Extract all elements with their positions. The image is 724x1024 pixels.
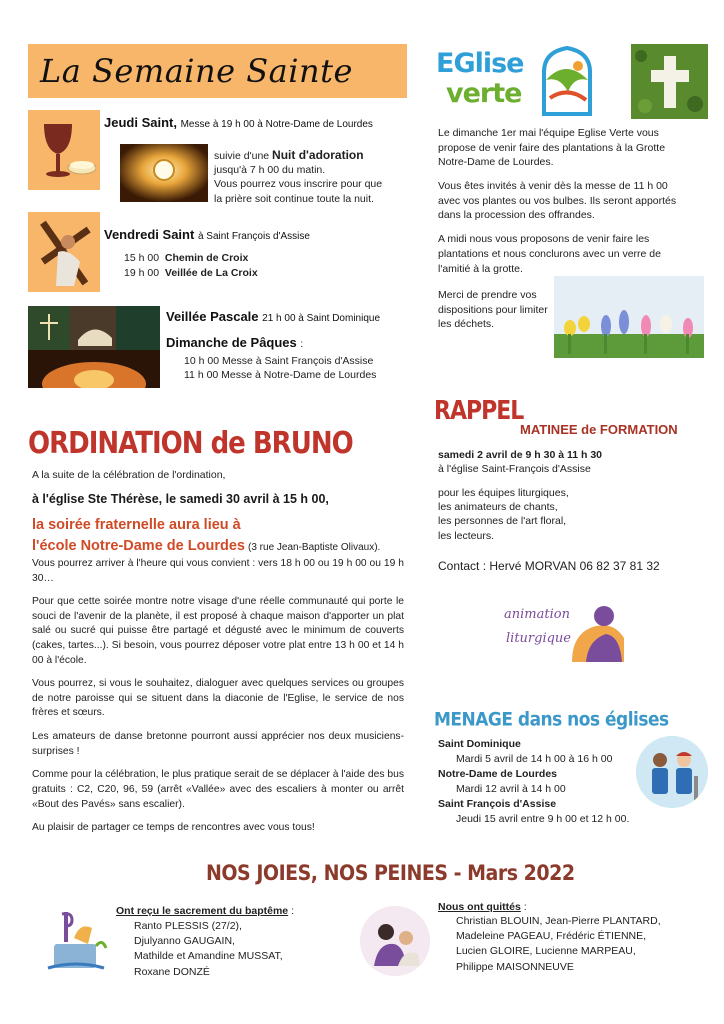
deces-heading: Nous ont quittés: [438, 901, 521, 913]
eglise-verte-text: [438, 126, 684, 276]
vendredi-schedule: [124, 251, 258, 280]
menage-title: MENAGE dans nos églises: [434, 709, 669, 732]
rappel-place: à l'église Saint-François d'Assise: [438, 463, 591, 476]
bapteme-name-4: Roxane DONZÉ: [134, 965, 210, 978]
spring-flowers-image: [554, 276, 704, 358]
jeudi-line1-prefix: suivie d'une: [214, 150, 270, 162]
condolence-image: [360, 906, 430, 976]
veillee-pascale-heading: Veillée Pascale: [166, 309, 259, 324]
animation-liturgique-logo: [500, 600, 632, 666]
eglise-verte-logo-line2: verte: [446, 78, 522, 109]
deces-colon: :: [523, 901, 527, 913]
eglise-verte-p4: Merci de prendre vos dispositions pour limiter les déchets.: [438, 289, 548, 331]
jeudi-line2: jusqu'à 7 h 00 du matin.: [214, 164, 326, 177]
flower-cross-image: [631, 44, 708, 119]
veillee-pascale-line: [166, 308, 380, 326]
cleaning-team-image: [636, 736, 708, 808]
ordination-p6: Au plaisir de partager ce temps de rencontres avec vous tous!: [32, 822, 315, 834]
menage-church-2: Notre-Dame de Lourdes: [438, 767, 558, 780]
menage-church-1: Saint Dominique: [438, 738, 521, 750]
paques-masses: [184, 354, 376, 382]
chalice-host-image: [28, 110, 100, 190]
deces-name-1: Christian BLOUIN, Jean-Pierre PLANTARD,: [456, 915, 661, 927]
soiree-line-2: [32, 537, 380, 557]
soiree-address: (3 rue Jean-Baptiste Olivaux).: [248, 542, 381, 553]
ordination-intro: A la suite de la célébration de l'ordination,: [32, 469, 226, 481]
ordination-title: ORDINATION de BRUNO: [28, 426, 353, 461]
menage-time-1: Mardi 5 avril de 14 h 00 à 16 h 00: [456, 752, 613, 765]
church-bird-icon: [538, 46, 596, 116]
rappel-subtitle: MATINEE de FORMATION: [520, 422, 678, 437]
animation-logo-line1: animation: [504, 607, 570, 622]
soiree-line-1: la soirée fraternelle aura lieu à: [32, 517, 241, 533]
vendredi-saint-detail: à Saint François d'Assise: [197, 231, 310, 242]
chemin-de-croix: Chemin de Croix: [164, 252, 249, 264]
rappel-aud-2: les animateurs de chants,: [438, 501, 558, 514]
singer-icon: [566, 602, 630, 664]
rappel-contact: Contact : Hervé MORVAN 06 82 37 81 32: [438, 559, 660, 573]
rappel-when: [438, 448, 602, 476]
vendredi-time-1: 15 h 00: [124, 252, 160, 264]
veillee-pascale-detail: 21 h 00 à Saint Dominique: [262, 313, 381, 324]
eglise-verte-p2: Vous êtes invités à venir dès la messe de 11 h 00 avec vos plantes ou vos bulbes. Ils seront apportés dans la procession des offrandes.: [438, 180, 677, 222]
ordination-p5: Comme pour la célébration, le plus pratique serait de se déplacer à l'aide des bus gratuits : C2, C20, 96, 59 (arrêt «Vallée» avec des escaliers à monter ou arrêt «Bout des Pavés» sans escalier).: [32, 769, 404, 810]
easter-collage-image: [28, 306, 160, 388]
menage-time-2: Mardi 12 avril à 14 h 00: [456, 782, 566, 795]
paques-mass-1: 10 h 00 Messe à Saint François d'Assise: [184, 355, 374, 367]
vendredi-time-2: 19 h 00: [124, 267, 160, 280]
paques-mass-2: 11 h 00 Messe à Notre-Dame de Lourdes: [184, 369, 377, 382]
deces-name-4: Philippe MAISONNEUVE: [456, 960, 574, 973]
rappel-aud-1: pour les équipes liturgiques,: [438, 487, 569, 499]
dimanche-paques-line: [166, 334, 303, 352]
bapteme-name-1: Ranto PLESSIS (27/2),: [134, 920, 242, 932]
bapteme-colon: :: [291, 905, 294, 917]
ordination-p3: Vous pourrez, si vous le souhaitez, dialoguer avec quelques services ou groupes de notre paroisse qui se situent dans la diaconie de l'Eglise, le service de nos frères et sœurs.: [32, 678, 404, 719]
baptism-image: [44, 908, 108, 974]
veillee-de-la-croix: Veillée de La Croix: [164, 267, 258, 280]
vendredi-saint-heading: Vendredi Saint: [104, 227, 195, 242]
vendredi-saint-line: [104, 226, 310, 244]
joies-peines-title: NOS JOIES, NOS PEINES - Mars 2022: [206, 861, 575, 886]
monstrance-image: [120, 144, 208, 202]
deces-heading-line: [438, 900, 527, 914]
dimanche-paques-colon: :: [300, 339, 304, 350]
rappel-aud-3: les personnes de l'art floral,: [438, 515, 567, 528]
bapteme-heading: Ont reçu le sacrement du baptême: [116, 905, 289, 917]
jeudi-saint-line: [104, 114, 373, 132]
jeudi-line4: la prière soit continue toute la nuit.: [214, 192, 374, 205]
menage-church-3: Saint François d'Assise: [438, 797, 557, 810]
eglise-verte-logo-line1: EGlise: [436, 48, 524, 79]
ordination-p2: Pour que cette soirée montre notre visage d'une réelle communauté qui porte le souci de l'avenir de la planète, il est proposé à chaque maison d'apporter un plat salé ou sucré qui puisse être partagé et dégusté avec le minimum de couverts (cakes, tartes...). Si besoin, vous pourrez déposer votre plat entre 13 h 00 et 14 h 00 à l'école.: [32, 596, 404, 666]
menage-schedule: [438, 737, 638, 826]
eglise-verte-p3: A midi nous vous proposons de venir faire les plantations et nous conclurons avec un verre de l'amitié à la grotte.: [438, 233, 661, 275]
jeudi-saint-detail: Messe à 19 h 00 à Notre-Dame de Lourdes: [180, 119, 373, 130]
bapteme-name-3: Mathilde et Amandine MUSSAT,: [134, 950, 283, 963]
nuit-adoration: Nuit d'adoration: [272, 148, 364, 162]
rappel-title: RAPPEL: [434, 396, 524, 426]
cross-carrying-image: [28, 212, 100, 292]
rappel-date: samedi 2 avril de 9 h 30 à 11 h 30: [438, 449, 603, 461]
dimanche-paques-heading: Dimanche de Pâques: [166, 335, 297, 350]
deces-name-3: Lucien GLOIRE, Lucienne MARPEAU,: [456, 945, 636, 958]
bapteme-name-2: Djulyanno GAUGAIN,: [134, 935, 235, 948]
ordination-p4: Les amateurs de danse bretonne pourront aussi apprécier nos deux musiciens-surprises !: [32, 731, 404, 757]
rappel-aud-4: les lecteurs.: [438, 529, 495, 542]
animation-logo-line2: liturgique: [506, 631, 571, 646]
deces-name-2: Madeleine PAGEAU, Frédéric ÉTIENNE,: [456, 930, 647, 943]
deces-list: [456, 914, 661, 975]
menage-time-3: Jeudi 15 avril entre 9 h 00 et 12 h 00.: [456, 812, 630, 825]
ordination-arrive: Vous pourrez arriver à l'heure qui vous convient : vers 18 h 00 ou 19 h 00 ou 19 h 30…: [32, 558, 404, 584]
semaine-sainte-title: La Semaine Sainte: [40, 52, 353, 90]
soiree-school: l'école Notre-Dame de Lourdes: [32, 538, 245, 554]
bapteme-list: [134, 919, 283, 980]
eglise-verte-p1: Le dimanche 1er mai l'équipe Eglise Verte vous propose de venir faire des plantations à la Grotte Notre-Dame de Lourdes.: [438, 127, 666, 169]
ordination-body: [32, 557, 404, 836]
eglise-verte-logo: [432, 44, 598, 120]
bapteme-heading-line: [116, 904, 294, 918]
rappel-audience: [438, 486, 569, 543]
ordination-place: à l'église Ste Thérèse, le samedi 30 avril à 15 h 00,: [32, 492, 329, 506]
jeudi-line3: Vous pourrez vous inscrire pour que: [214, 178, 383, 191]
jeudi-adoration-text: [214, 147, 404, 206]
jeudi-saint-heading: Jeudi Saint,: [104, 115, 177, 130]
